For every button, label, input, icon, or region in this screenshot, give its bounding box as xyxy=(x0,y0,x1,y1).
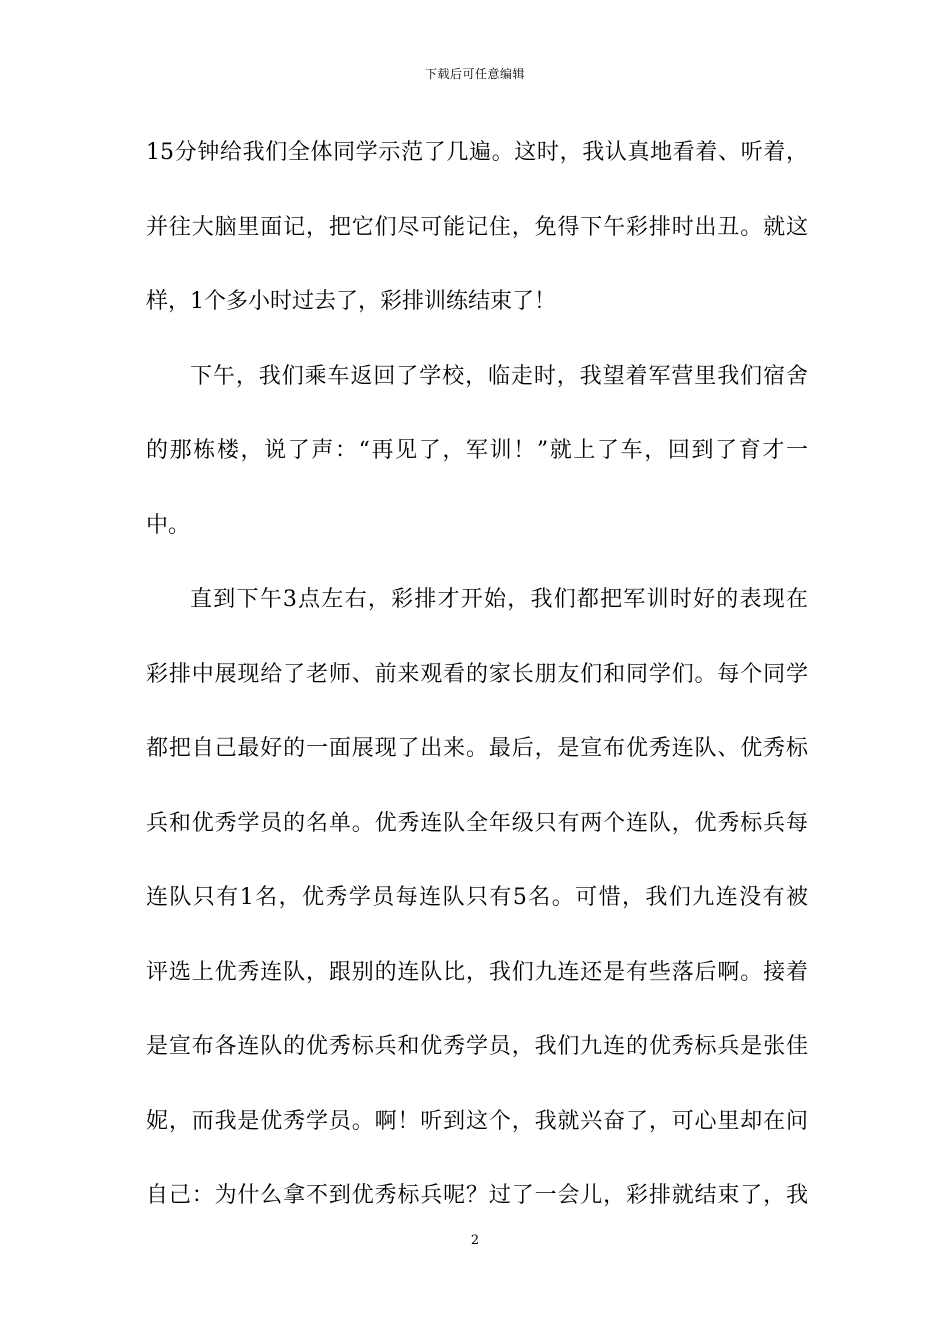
document-body xyxy=(146,131,808,1249)
page-number: 2 xyxy=(470,1233,480,1248)
text-line: 中。 xyxy=(146,512,191,538)
text-line: 的那栋楼，说了声：“再见了，军训！”就上了车，回到了育才一 xyxy=(146,438,808,463)
text-line: 兵和优秀学员的名单。优秀连队全年级只有两个连队，优秀标兵每 xyxy=(146,810,808,836)
text-line: 直到下午3点左右，彩排才开始，我们都把军训时好的表现在 xyxy=(190,587,808,612)
text-line: 并往大脑里面记，把它们尽可能记住，免得下午彩排时出丑。就这 xyxy=(146,214,808,240)
text-line: 是宣布各连队的优秀标兵和优秀学员，我们九连的优秀标兵是张佳 xyxy=(146,1034,808,1059)
text-line: 样，1个多小时过去了，彩排训练结束了！ xyxy=(146,289,556,314)
text-line: 妮，而我是优秀学员。啊！听到这个，我就兴奋了，可心里却在问 xyxy=(146,1108,808,1134)
text-line: 评选上优秀连队，跟别的连队比，我们九连还是有些落后啊。接着 xyxy=(146,959,808,985)
text-line: 都把自己最好的一面展现了出来。最后，是宣布优秀连队、优秀标 xyxy=(146,736,808,761)
page-header: 下载后可任意编辑 xyxy=(424,67,525,81)
text-line: 自己：为什么拿不到优秀标兵呢？过了一会儿，彩排就结束了，我 xyxy=(146,1183,808,1208)
text-line: 15分钟给我们全体同学示范了几遍。这时，我认真地看着、听着， xyxy=(146,140,808,165)
text-line: 连队只有1名，优秀学员每连队只有5名。可惜，我们九连没有被 xyxy=(146,885,808,910)
text-line: 彩排中展现给了老师、前来观看的家长朋友们和同学们。每个同学 xyxy=(146,661,808,687)
text-line: 下午，我们乘车返回了学校，临走时，我望着军营里我们宿舍 xyxy=(190,363,808,389)
